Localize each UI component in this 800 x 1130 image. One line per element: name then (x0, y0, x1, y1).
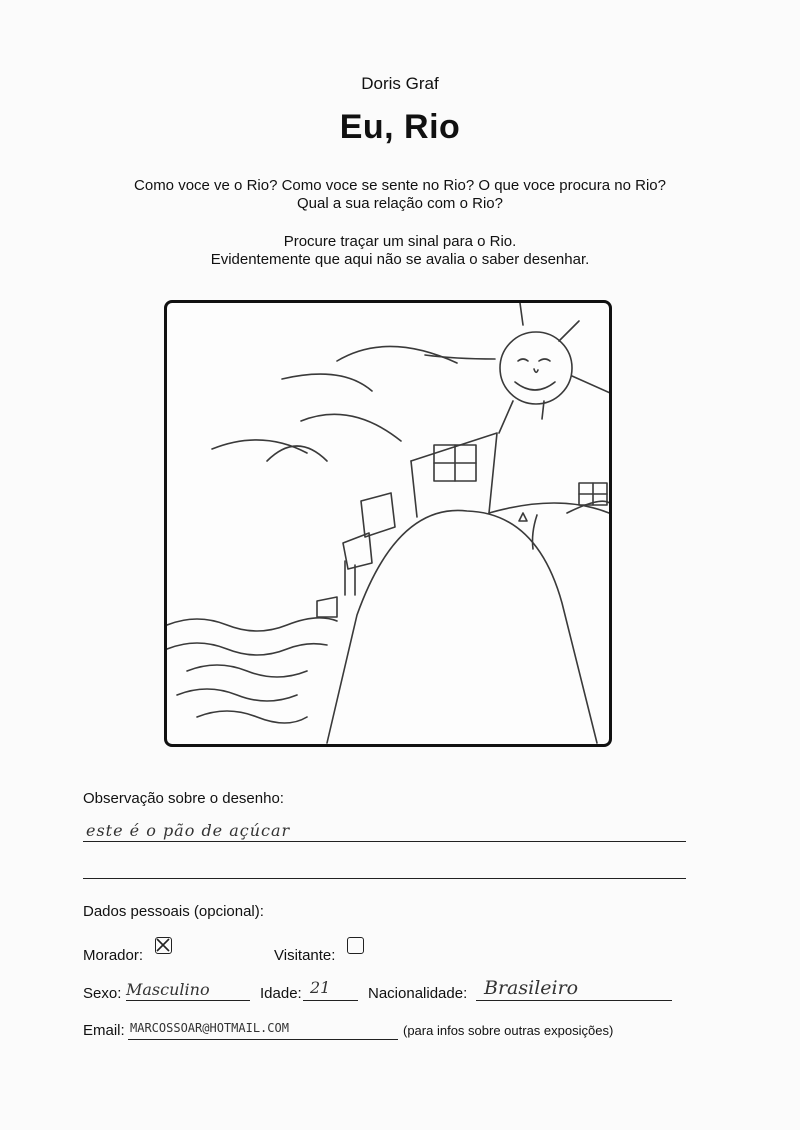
sea-drawing (167, 618, 337, 631)
sex-label: Sexo: (83, 985, 122, 1002)
questions-line-2: Qual a sua relação com o Rio? (297, 195, 503, 212)
hand-drawn-sketch (167, 303, 612, 747)
resident-label: Morador: (83, 947, 144, 964)
author-name: Doris Graf (361, 74, 439, 93)
observation-line-1 (83, 841, 686, 842)
email-note: (para infos sobre outras exposições) (403, 1023, 614, 1038)
age-label: Idade: (260, 985, 302, 1002)
instruction-line-2: Evidentemente que aqui não se avalia o saber desenhar. (210, 251, 590, 268)
email-value[interactable]: MARCOSSOAR@HOTMAIL.COM (130, 1021, 289, 1035)
age-value[interactable]: 21 (310, 978, 331, 997)
sex-line (126, 1000, 250, 1001)
email-line (128, 1039, 398, 1040)
page-title: Eu, Rio (339, 108, 461, 146)
sex-value[interactable]: Masculino (126, 980, 210, 999)
nationality-line (476, 1000, 672, 1001)
email-label: Email: (83, 1022, 125, 1039)
nationality-value[interactable]: Brasileiro (484, 977, 579, 999)
observation-label: Observação sobre o desenho: (83, 790, 284, 807)
age-line (303, 1000, 358, 1001)
visitor-checkbox[interactable] (347, 937, 364, 954)
cloud-stroke (337, 346, 457, 363)
visitor-label: Visitante: (274, 947, 336, 964)
resident-checkbox[interactable] (155, 937, 172, 954)
nationality-label: Nacionalidade: (368, 985, 468, 1002)
check-cross-icon (156, 938, 170, 952)
sun-drawing (499, 303, 612, 433)
observation-line-2 (83, 878, 686, 879)
drawing-frame[interactable] (164, 300, 612, 747)
personal-data-label: Dados pessoais (opcional): (83, 903, 264, 920)
observation-handwriting[interactable]: este é o pão de açúcar (86, 821, 291, 840)
questions-line-1: Como voce ve o Rio? Como voce se sente no Rio? O que voce procura no Rio? (134, 177, 666, 194)
hill-drawing (327, 510, 597, 743)
instruction-line-1: Procure traçar um sinal para o Rio. (283, 233, 517, 250)
